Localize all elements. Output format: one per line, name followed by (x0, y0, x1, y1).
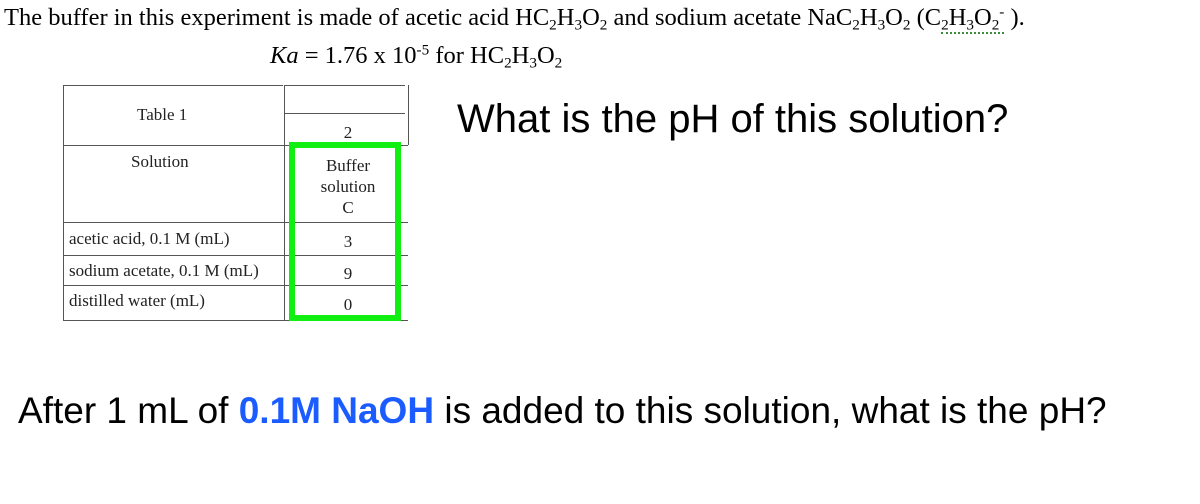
question-ph: What is the pH of this solution? (457, 97, 1009, 141)
table-top-border-right (285, 85, 405, 86)
ka-statement: Ka = 1.76 x $10^{-5}$ for $HC_2H_3O_2$ (270, 41, 563, 72)
table-number-underline (285, 113, 405, 114)
table-row-label: distilled water (mL) (69, 291, 205, 310)
table-column-divider (284, 85, 285, 321)
table-column-header: Buffer solution C (320, 156, 376, 217)
table-solution-label: Solution (131, 152, 189, 171)
table-row-value: 3 (343, 232, 353, 251)
table-row-label: sodium acetate, 0.1 M (mL) (69, 261, 259, 280)
table-right-border (408, 85, 409, 145)
table-title: Table 1 (137, 105, 188, 124)
acetate-ion-formula: $_2H_3O_2^-$ (941, 3, 1005, 34)
naoh-highlight: 0.1M NaOH (238, 390, 435, 431)
table-row-label: acetic acid, 0.1 M (mL) (69, 229, 230, 248)
table-row-value: 9 (343, 264, 353, 283)
buffer-column-highlight (289, 142, 401, 321)
table-row-value: 0 (343, 295, 353, 314)
table-left-border (63, 85, 64, 321)
table-column-number: 2 (343, 123, 353, 142)
table-top-border (63, 85, 283, 86)
buffer-description: The buffer in this experiment is made of acetic acid $HC_2H_3O_2$ and sodium acetate $NaC_2H_3O_2$ ($C_2H_3O_2^-$ ). (4, 3, 1025, 34)
question-ph-after-naoh: After 1 mL of 0.1M NaOH is added to this solution, what is the pH? (18, 390, 1107, 431)
